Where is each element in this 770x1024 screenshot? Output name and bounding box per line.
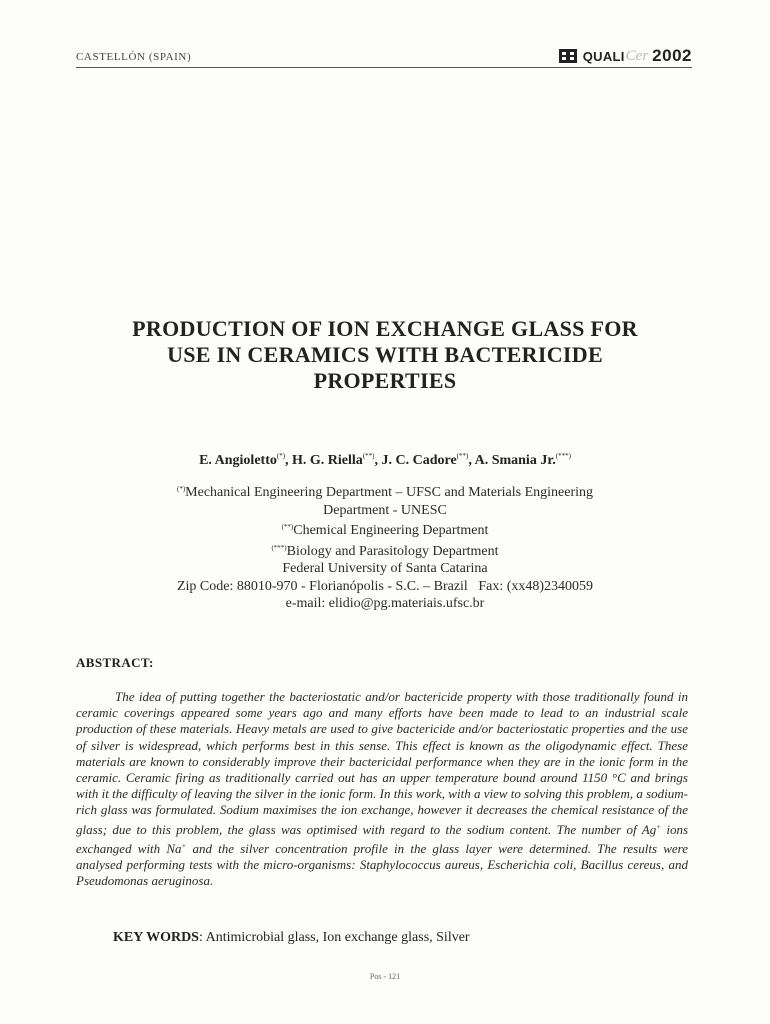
affiliation-2: (**)Chemical Engineering Department (281, 523, 489, 538)
zip-code: Zip Code: 88010-970 - Florianópolis - S.C. – Brazil (176, 578, 468, 594)
keywords (113, 930, 470, 946)
logo-cer-text: Cer (625, 47, 649, 64)
fax-number: Fax: (xx48)2340059 (478, 578, 594, 594)
affiliations (100, 481, 670, 613)
conference-logo (559, 46, 692, 66)
author-affiliation-mark: (*) (276, 452, 286, 460)
title-line: USE IN CERAMICS WITH BACTERICIDE (167, 342, 603, 367)
keywords-list: : Antimicrobial glass, Ion exchange glass, Silver (198, 930, 470, 945)
contact-email: e-mail: elidio@pg.materiais.ufsc.br (285, 596, 485, 611)
author-name: E. Angioletto (199, 453, 277, 468)
paper-title (60, 316, 710, 394)
affiliation-1: (*)Mechanical Engineering Department – UFSC and Materials Engineering (177, 485, 593, 500)
author-separator: , (285, 453, 293, 468)
university-name: Federal University of Santa Catarina (282, 561, 488, 576)
ion-charge-superscript: + (656, 822, 661, 831)
header-divider (76, 67, 692, 68)
header-location: CASTELLÓN (SPAIN) (76, 51, 192, 63)
affiliation-1-continued: Department - UNESC (323, 502, 447, 518)
title-line: PRODUCTION OF ION EXCHANGE GLASS FOR (132, 316, 638, 341)
logo-quali-text: QUALI (582, 48, 625, 64)
author-name: H. G. Riella (292, 453, 363, 468)
author-separator: , (468, 453, 475, 468)
author-affiliation-mark: (**) (362, 452, 375, 460)
ion-charge-superscript: + (181, 841, 187, 850)
page-number: Pos - 121 (369, 972, 401, 981)
postal-contact (100, 578, 670, 596)
author-list (0, 452, 770, 469)
author-name: A. Smania Jr. (474, 453, 556, 468)
affiliation-mark: (*) (177, 485, 186, 493)
running-header (76, 46, 692, 68)
author-separator: , (374, 453, 382, 468)
affiliation-3: (***)Biology and Parasitology Department (271, 543, 499, 559)
abstract-body: The idea of putting together the bacteriostatic and/or bactericide property with those traditionally found in ceramic coverings appeared some years ago and many efforts have been made to lead to an industrial scale production of these materials. Heavy metals are used to give bactericide and/or bacteriostatic properties and the use of silver is widespread, which performs best in this sense. This effect is known as the oligodynamic effect. These materials are known to considerably improve their bactericidal performance when they are in the ionic form in the ceramic. Ceramic firing as traditionally carried out has an upper temperature bound around 1150 °C and brings with it the difficulty of leaving the silver in the ionic form. In this work, with a view to solving this problem, a sodium-rich glass was formulated. Sodium maximises the ion exchange, however it decreases the chemical resistance of the glass; due to this problem, the glass was optimised with regard to the sodium content. The number of Ag+ ions exchanged with Na+ and the silver concentration profile in the glass layer were determined. The results were analysed performing tests with the micro-organisms: Staphylococcus aureus, Escherichia coli, Bacillus cereus, and Pseudomonas aeruginosa. (76, 689, 689, 889)
abstract-heading: ABSTRACT: (76, 655, 154, 670)
author-name: J. C. Cadore (381, 453, 457, 468)
keywords-label: KEY WORDS (113, 930, 199, 945)
affiliation-mark: (***) (271, 543, 287, 552)
title-line: PROPERTIES (313, 368, 457, 393)
qualicer-logo-icon (559, 49, 577, 63)
logo-year: 2002 (652, 46, 692, 65)
author-affiliation-mark: (**) (456, 452, 469, 460)
author-affiliation-mark: (***) (555, 452, 571, 460)
affiliation-mark: (**) (281, 523, 294, 531)
